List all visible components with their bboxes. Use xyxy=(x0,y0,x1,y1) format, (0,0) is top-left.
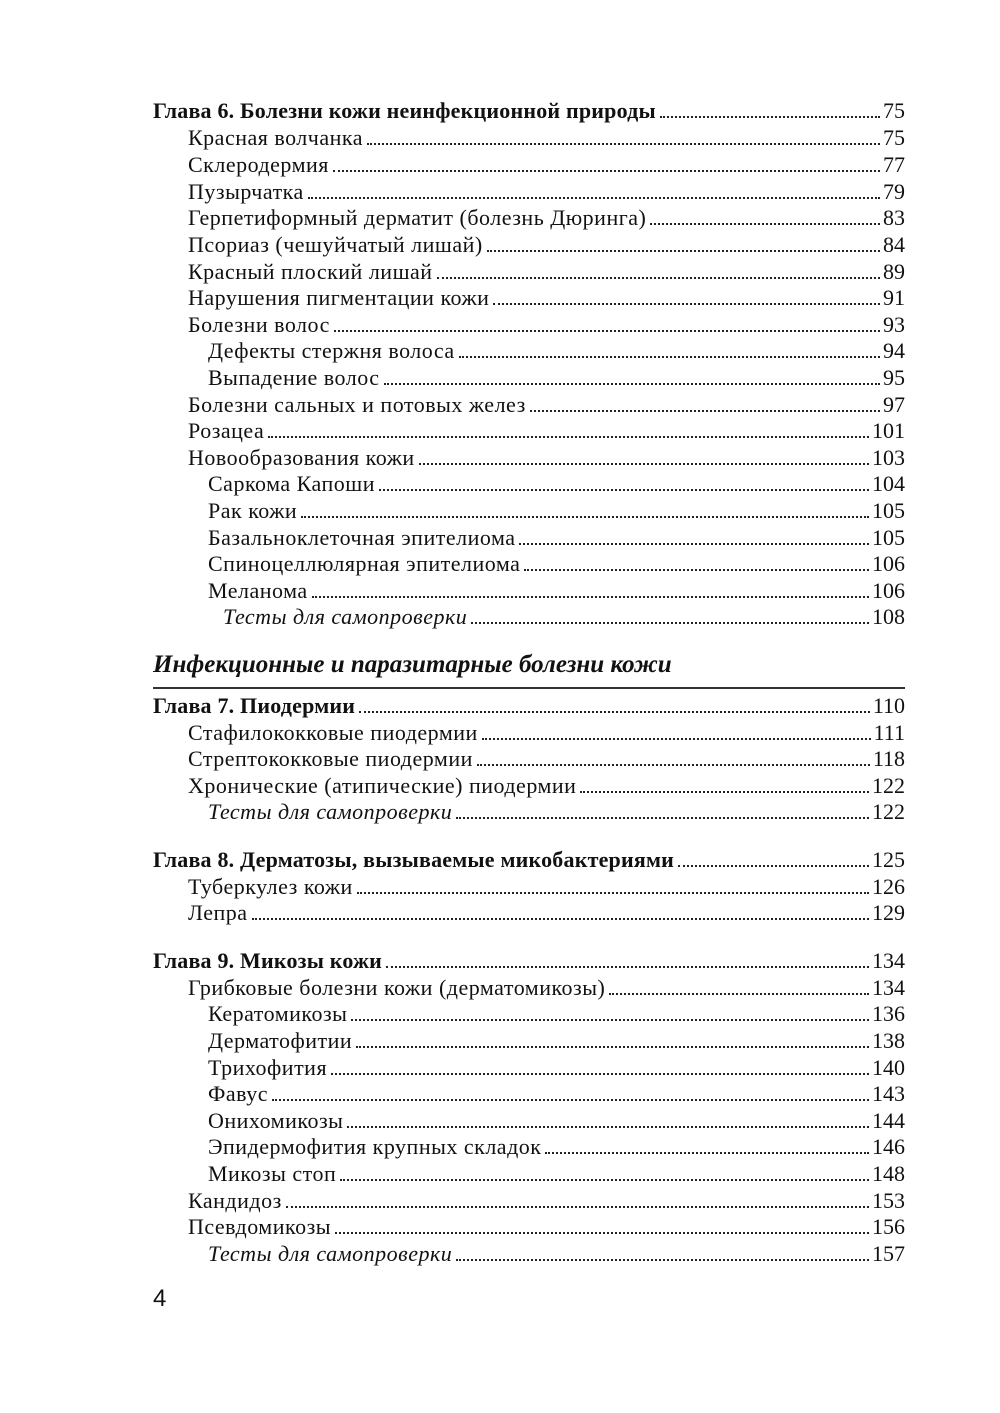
toc-entry[interactable] xyxy=(188,1187,905,1214)
chapter-title: Глава 9. Микозы кожи xyxy=(153,948,383,973)
entry-title: Фавус xyxy=(208,1081,269,1106)
dot-leader xyxy=(386,966,869,968)
dot-leader xyxy=(268,436,869,438)
page-ref: 148 xyxy=(872,1161,905,1186)
entry-title: Дефекты стержня волоса xyxy=(208,338,455,363)
dot-leader xyxy=(493,303,880,305)
page-ref: 129 xyxy=(872,900,905,925)
chapter-6-heading[interactable] xyxy=(153,97,905,124)
section-title: Инфекционные и паразитарные болезни кожи xyxy=(153,651,672,678)
toc-entry[interactable] xyxy=(188,417,905,444)
toc-subentry[interactable] xyxy=(208,1027,905,1054)
page-ref: 153 xyxy=(872,1188,905,1213)
dot-leader xyxy=(301,516,869,518)
entry-title: Кератомикозы xyxy=(208,1001,348,1026)
dot-leader xyxy=(459,356,880,358)
page-number: 4 xyxy=(153,1285,167,1312)
dot-leader xyxy=(660,116,880,118)
toc-subentry[interactable] xyxy=(208,524,905,551)
page-ref: 77 xyxy=(883,152,905,177)
entry-title: Склеродермия xyxy=(188,152,329,177)
entry-title: Тесты для самопроверки xyxy=(208,799,453,824)
toc-entry[interactable] xyxy=(188,719,905,746)
toc-entry[interactable] xyxy=(188,899,905,926)
entry-title: Рак кожи xyxy=(208,498,298,523)
entry-title: Спиноцеллюлярная эпителиома xyxy=(208,551,521,576)
dot-leader xyxy=(357,892,869,894)
entry-title: Красный плоский лишай xyxy=(188,259,433,284)
entry-title: Псориаз (чешуйчатый лишай) xyxy=(188,232,483,257)
page-ref: 103 xyxy=(872,445,905,470)
chapter-title: Глава 6. Болезни кожи неинфекционной природы xyxy=(153,98,656,123)
dot-leader xyxy=(312,596,869,598)
toc-subentry[interactable] xyxy=(208,470,905,497)
dot-leader xyxy=(351,1019,869,1021)
toc-entry[interactable] xyxy=(188,444,905,471)
toc-entry[interactable] xyxy=(188,231,905,258)
page-ref: 91 xyxy=(883,285,905,310)
dot-leader xyxy=(437,277,880,279)
toc-entry[interactable] xyxy=(188,311,905,338)
page-ref: 105 xyxy=(872,525,905,550)
dot-leader xyxy=(678,865,869,867)
dot-leader xyxy=(334,330,880,332)
dot-leader xyxy=(471,622,869,624)
chapter-title: Глава 8. Дерматозы, вызываемые микобактериями xyxy=(153,847,675,872)
dot-leader xyxy=(419,463,869,465)
dot-leader xyxy=(482,738,871,740)
dot-leader xyxy=(286,1206,869,1208)
dot-leader xyxy=(456,817,869,819)
entry-title: Трихофития xyxy=(208,1055,328,1080)
toc-entry[interactable] xyxy=(188,204,905,231)
page-ref: 126 xyxy=(872,874,905,899)
dot-leader xyxy=(272,1099,869,1101)
dot-leader xyxy=(367,143,880,145)
toc-subentry[interactable] xyxy=(208,550,905,577)
toc-entry[interactable] xyxy=(188,284,905,311)
entry-title: Розацеа xyxy=(188,418,265,443)
page-ref: 79 xyxy=(883,179,905,204)
entry-title: Герпетиформный дерматит (болезнь Дюринга) xyxy=(188,205,647,230)
entry-title: Дерматофитии xyxy=(208,1028,353,1053)
entry-title: Базальноклеточная эпителиома xyxy=(208,525,516,550)
dot-leader xyxy=(347,1126,869,1128)
page-ref: 122 xyxy=(872,773,905,798)
page-ref: 125 xyxy=(872,847,905,872)
entry-title: Тесты для самопроверки xyxy=(208,1241,453,1266)
dot-leader xyxy=(477,764,870,766)
page-ref: 101 xyxy=(872,418,905,443)
dot-leader xyxy=(530,410,880,412)
entry-title: Болезни сальных и потовых желез xyxy=(188,392,526,417)
entry-title: Кандидоз xyxy=(188,1188,282,1213)
toc-subentry[interactable] xyxy=(208,1133,905,1160)
chapter-8-heading[interactable] xyxy=(153,846,905,873)
page-ref: 136 xyxy=(872,1001,905,1026)
dot-leader xyxy=(331,1073,869,1075)
dot-leader xyxy=(379,489,869,491)
toc-subentry[interactable] xyxy=(208,1000,905,1027)
toc-entry[interactable] xyxy=(188,974,905,1001)
toc-entry[interactable] xyxy=(188,124,905,151)
page-ref: 83 xyxy=(883,205,905,230)
page-ref: 108 xyxy=(872,604,905,629)
toc-entry[interactable] xyxy=(188,178,905,205)
dot-leader xyxy=(340,1179,869,1181)
entry-title: Болезни волос xyxy=(188,312,330,337)
page-ref: 157 xyxy=(872,1241,905,1266)
dot-leader xyxy=(487,250,880,252)
entry-title: Стафилококковые пиодермии xyxy=(188,720,478,745)
dot-leader xyxy=(333,170,880,172)
dot-leader xyxy=(524,569,869,571)
page-ref: 93 xyxy=(883,312,905,337)
entry-title: Новообразования кожи xyxy=(188,445,415,470)
entry-title: Микозы стоп xyxy=(208,1161,337,1186)
toc-subentry[interactable] xyxy=(208,364,905,391)
chapter-title: Глава 7. Пиодермии xyxy=(153,693,356,718)
dot-leader xyxy=(519,543,869,545)
toc-tests-entry[interactable] xyxy=(223,603,905,630)
page-ref: 104 xyxy=(872,471,905,496)
entry-title: Псевдомикозы xyxy=(188,1214,332,1239)
entry-title: Пузырчатка xyxy=(188,179,304,204)
page-ref: 84 xyxy=(883,232,905,257)
dot-leader xyxy=(580,791,869,793)
dot-leader xyxy=(308,197,880,199)
entry-title: Нарушения пигментации кожи xyxy=(188,285,490,310)
entry-title: Саркома Капоши xyxy=(208,471,375,496)
page-ref: 140 xyxy=(872,1055,905,1080)
toc-entry[interactable] xyxy=(188,391,905,418)
entry-title: Грибковые болезни кожи (дерматомикозы) xyxy=(188,975,606,1000)
page-ref: 134 xyxy=(872,975,905,1000)
entry-title: Эпидермофития крупных складок xyxy=(208,1134,542,1159)
toc-subentry[interactable] xyxy=(208,497,905,524)
page-ref: 106 xyxy=(872,578,905,603)
page-ref: 95 xyxy=(883,365,905,390)
entry-title: Хронические (атипические) пиодермии xyxy=(188,773,577,798)
toc-entry[interactable] xyxy=(188,873,905,900)
toc-subentry[interactable] xyxy=(208,337,905,364)
toc-subentry[interactable] xyxy=(208,1160,905,1187)
page-ref: 75 xyxy=(883,125,905,150)
entry-title: Онихомикозы xyxy=(208,1108,344,1133)
toc-subentry[interactable] xyxy=(208,1107,905,1134)
page-ref: 146 xyxy=(872,1134,905,1159)
toc-entry[interactable] xyxy=(188,745,905,772)
chapter-9-heading[interactable] xyxy=(153,947,905,974)
entry-title: Красная волчанка xyxy=(188,125,364,150)
page-ref: 89 xyxy=(883,259,905,284)
toc-subentry[interactable] xyxy=(208,1080,905,1107)
page-ref: 118 xyxy=(872,746,905,771)
page-ref: 106 xyxy=(872,551,905,576)
dot-leader xyxy=(384,383,880,385)
entry-title: Выпадение волос xyxy=(208,365,380,390)
entry-title: Стрептококковые пиодермии xyxy=(188,746,473,771)
toc-entry[interactable] xyxy=(188,1213,905,1240)
toc-subentry[interactable] xyxy=(208,1054,905,1081)
dot-leader xyxy=(545,1152,869,1154)
toc-entry[interactable] xyxy=(188,772,905,799)
chapter-7-heading[interactable] xyxy=(153,692,905,719)
page-ref: 111 xyxy=(873,720,905,745)
page-ref: 138 xyxy=(872,1028,905,1053)
dot-leader xyxy=(356,1046,869,1048)
page-ref: 143 xyxy=(872,1081,905,1106)
toc-entry[interactable] xyxy=(188,151,905,178)
page-ref: 97 xyxy=(883,392,905,417)
toc-subentry[interactable] xyxy=(208,577,905,604)
dot-leader xyxy=(359,711,870,713)
dot-leader xyxy=(335,1232,869,1234)
page-ref: 144 xyxy=(872,1108,905,1133)
toc-entry[interactable] xyxy=(188,258,905,285)
page-ref: 134 xyxy=(872,948,905,973)
dot-leader xyxy=(609,993,869,995)
entry-title: Туберкулез кожи xyxy=(188,874,353,899)
page-ref: 94 xyxy=(883,338,905,363)
entry-title: Меланома xyxy=(208,578,308,603)
toc-tests-entry[interactable] xyxy=(208,1240,905,1267)
section-divider xyxy=(153,687,905,689)
entry-title: Лепра xyxy=(188,900,248,925)
page-ref: 156 xyxy=(872,1214,905,1239)
entry-title: Тесты для самопроверки xyxy=(223,604,468,629)
dot-leader xyxy=(252,918,869,920)
page-ref: 75 xyxy=(883,98,905,123)
dot-leader xyxy=(456,1259,869,1261)
toc-tests-entry[interactable] xyxy=(208,798,905,825)
dot-leader xyxy=(650,223,880,225)
page-ref: 110 xyxy=(872,693,905,718)
page-ref: 122 xyxy=(872,799,905,824)
page-ref: 105 xyxy=(872,498,905,523)
